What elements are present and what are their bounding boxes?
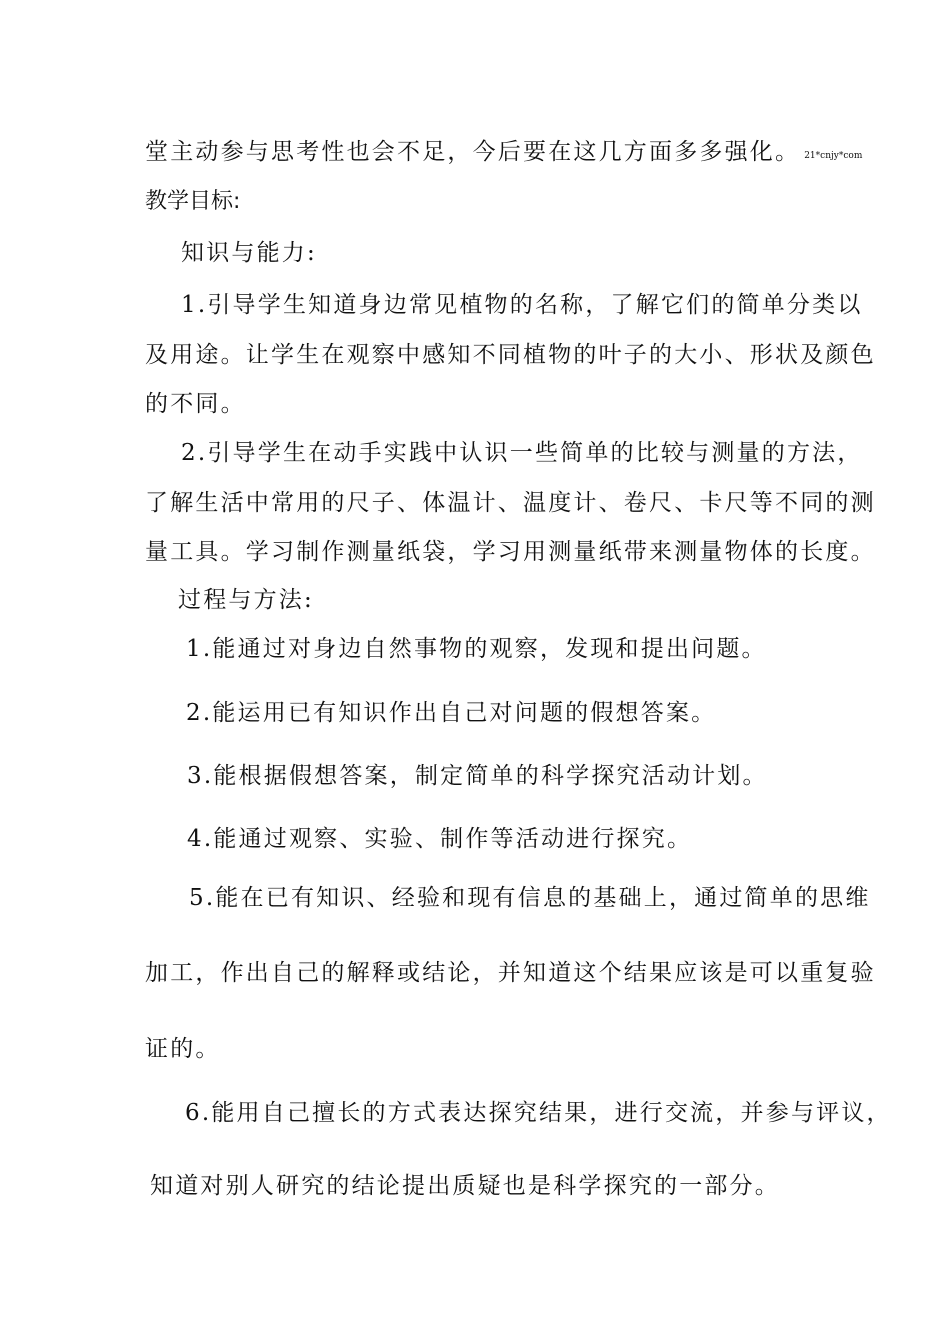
process-item-2: 2.能运用已有知识作出自己对问题的假想答案。 (186, 700, 717, 726)
knowledge-item-2-line-3: 量工具。学习制作测量纸袋，学习用测量纸带来测量物体的长度。 (145, 539, 876, 565)
process-item-6-line-1: 6.能用自己擅长的方式表达探究结果，进行交流，并参与评议， (185, 1100, 892, 1126)
process-item-5-line-2: 加工，作出自己的解释或结论，并知道这个结果应该是可以重复验 (145, 960, 876, 986)
process-item-5-line-3: 证的。 (145, 1036, 221, 1062)
intro-line (145, 137, 862, 171)
knowledge-item-2-line-1: 2.引导学生在动手实践中认识一些简单的比较与测量的方法， (181, 440, 863, 466)
process-title: 过程与方法: (178, 587, 314, 613)
process-item-3: 3.能根据假想答案，制定简单的科学探究活动计划。 (187, 763, 768, 789)
process-item-4: 4.能通过观察、实验、制作等活动进行探究。 (187, 826, 693, 852)
knowledge-title: 知识与能力: (181, 240, 317, 266)
section-heading: 教学目标: (145, 189, 241, 214)
process-item-6-line-2: 知道对别人研究的结论提出质疑也是科学探究的一部分。 (150, 1173, 780, 1199)
process-item-1: 1.能通过对身边自然事物的观察，发现和提出问题。 (186, 636, 767, 662)
knowledge-item-1-line-2: 及用途。让学生在观察中感知不同植物的叶子的大小、形状及颜色 (145, 342, 876, 368)
knowledge-item-1-line-1: 1.引导学生知道身边常见植物的名称，了解它们的简单分类以 (181, 292, 863, 318)
process-item-5-line-1: 5.能在已有知识、经验和现有信息的基础上，通过简单的思维 (189, 885, 871, 911)
knowledge-item-2-line-2: 了解生活中常用的尺子、体温计、温度计、卷尺、卡尺等不同的测 (145, 490, 876, 516)
watermark-text: 21*cnjy*com (804, 151, 863, 161)
intro-text: 堂主动参与思考性也会不足，今后要在这几方面多多强化。 (145, 139, 801, 165)
knowledge-item-1-line-3: 的不同。 (145, 391, 246, 417)
